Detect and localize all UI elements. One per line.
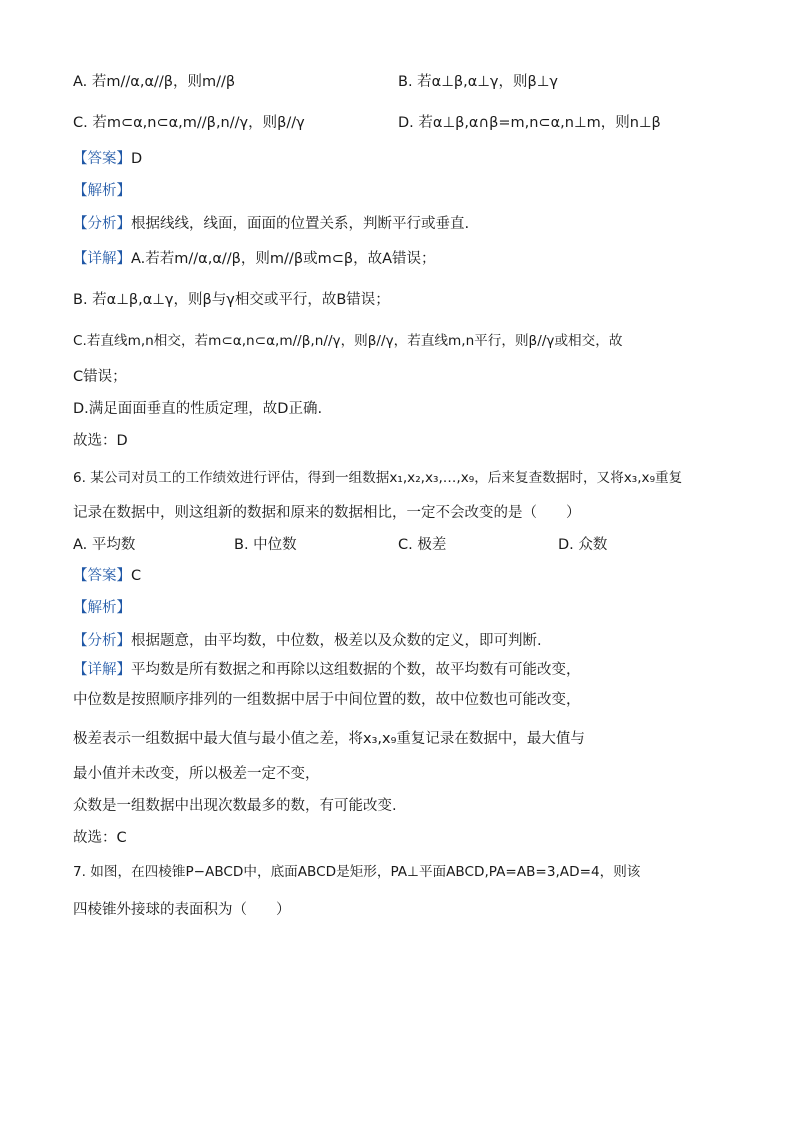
analysis-text: 根据题意，由平均数，中位数，极差以及众数的定义，即可判断. [131,633,542,649]
q6-answer [73,566,141,586]
q6-choice: 故选：C [73,830,127,846]
q5-option-c: C. 若m⊂α,n⊂α,m//β,n//γ，则β//γ [73,115,305,131]
q5-detail-5: D.满足面面垂直的性质定理，故D正确. [73,401,323,417]
analysis-tag: 【分析】 [73,633,131,649]
q6-stem-line-2: 记录在数据中，则这组新的数据和原来的数据相比，一定不会改变的是（ ） [73,505,581,521]
q5-option-a: A. 若m//α,α//β，则m//β [73,74,236,90]
q6-analysis-heading: 【解析】 [73,600,131,616]
q7-stem-line-1: 7. 如图，在四棱锥P−ABCD中，底面ABCD是矩形，PA⊥平面ABCD,PA=AB=3,AD=4，则该 [73,864,641,880]
q6-detail-4: 最小值并未改变，所以极差一定不变， [73,766,320,782]
analysis-tag: 【分析】 [73,216,131,232]
q5-choice: 故选：D [73,433,128,449]
q5-option-b: B. 若α⊥β,α⊥γ，则β⊥γ [398,74,558,90]
answer-tag: 【答案】 [73,568,131,584]
q7-stem-line-2: 四棱锥外接球的表面积为（ ） [73,902,291,918]
q6-analysis [73,631,542,651]
q5-detail-2: B. 若α⊥β,α⊥γ，则β与γ相交或平行，故B错误； [73,292,390,308]
q5-option-d: D. 若α⊥β,α∩β=m,n⊂α,n⊥m，则n⊥β [398,115,661,131]
q6-option-a: A. 平均数 [73,537,136,553]
q6-detail-3: 极差表示一组数据中最大值与最小值之差，将x₃,x₉重复记录在数据中，最大值与 [73,731,585,747]
detail-tag: 【详解】 [73,662,131,678]
q5-detail-3: C.若直线m,n相交，若m⊂α,n⊂α,m//β,n//γ，则β//γ，若直线m,n平行，则β//γ或相交，故 [73,333,623,349]
analysis-text: 根据线线，线面，面面的位置关系，判断平行或垂直. [131,216,470,232]
answer-tag: 【答案】 [73,151,131,167]
q6-option-d: D. 众数 [558,537,608,553]
q5-detail-4: C错误； [73,369,127,385]
q5-analysis [73,214,469,234]
detail-tag: 【详解】 [73,251,131,267]
detail-text: A.若若m//α,α//β，则m//β或m⊂β，故A错误； [131,251,436,267]
q6-detail-1 [73,660,581,680]
q6-detail-2: 中位数是按照顺序排列的一组数据中居于中间位置的数，故中位数也可能改变， [73,692,581,708]
q5-detail-1 [73,249,436,269]
answer-value: C [131,568,142,584]
q6-stem-line-1: 6. 某公司对员工的工作绩效进行评估，得到一组数据x₁,x₂,x₃,…,x₉，后来复查数据时，又将x₃,x₉重复 [73,470,683,486]
q6-option-b: B. 中位数 [234,537,297,553]
q6-option-c: C. 极差 [398,537,447,553]
q5-analysis-heading: 【解析】 [73,183,131,199]
answer-value: D [131,151,143,167]
q5-answer [73,149,142,169]
q6-detail-5: 众数是一组数据中出现次数最多的数，有可能改变. [73,798,397,814]
detail-text: 平均数是所有数据之和再除以这组数据的个数，故平均数有可能改变， [131,662,581,678]
